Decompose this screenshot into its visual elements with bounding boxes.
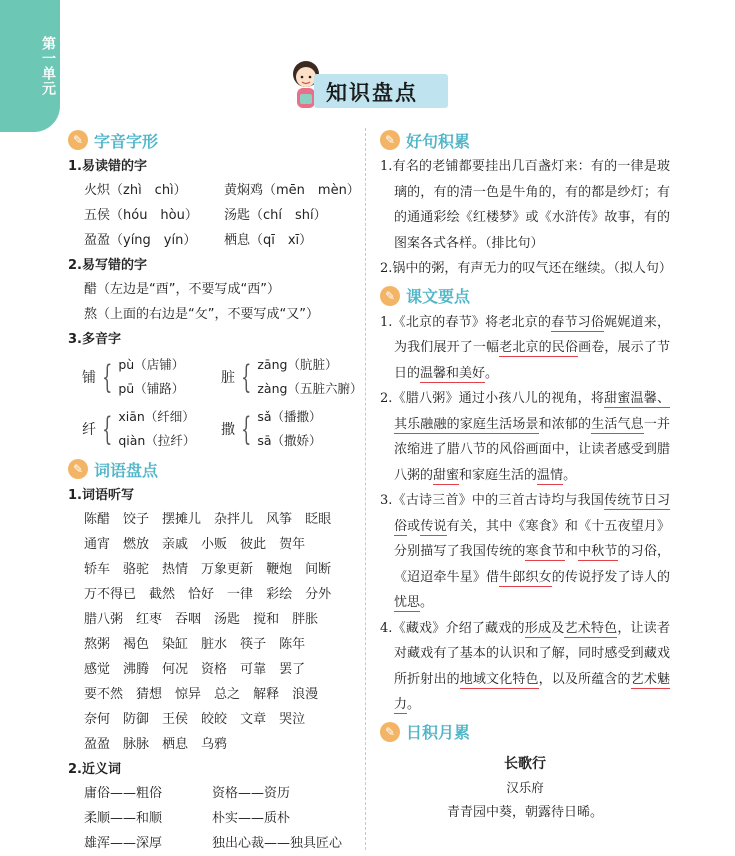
brace: {: [241, 410, 252, 448]
synonym-row: [68, 831, 360, 856]
word: 防御: [123, 712, 150, 727]
word: 万象更新: [201, 562, 254, 577]
word: 解释: [253, 687, 280, 702]
word-row: [68, 607, 360, 632]
word: 通宵: [84, 537, 111, 552]
word: 盈盈: [84, 737, 111, 752]
subheading: 1.词语听写: [68, 488, 134, 503]
word: 熬粥: [84, 637, 111, 652]
word: 杂拌儿: [214, 512, 254, 527]
word: 罢了: [279, 662, 306, 677]
word: 小贩: [201, 537, 228, 552]
word: 陈醋: [84, 512, 111, 527]
reading: xiān（纤细）: [118, 409, 195, 424]
polyphone-item: [82, 403, 221, 455]
poem-title: 长歌行: [504, 755, 546, 772]
word: 热情: [162, 562, 189, 577]
word: 万不得已: [84, 587, 137, 602]
word: 栖息: [162, 737, 189, 752]
word: 一律: [227, 587, 254, 602]
word-pronunciation: 盈盈（yíng yín）: [84, 233, 197, 248]
subheading: 3.多音字: [68, 332, 121, 347]
word: 乌鸦: [201, 737, 228, 752]
polyphone-item: [82, 351, 221, 403]
word-row: [68, 707, 360, 732]
reading: pù（店铺）: [118, 357, 185, 372]
section-title: 好句积累: [406, 131, 471, 151]
page-title: 知识盘点: [326, 81, 418, 105]
pencil-icon: ✎: [68, 130, 88, 150]
section-title: 课文要点: [406, 287, 471, 306]
column-divider: [365, 128, 366, 850]
pencil-icon: ✎: [68, 459, 88, 479]
synonym-pair: 雄浑——深厚: [84, 836, 163, 851]
page-title-banner: [286, 58, 456, 116]
synonym-pair: 庸俗——粗俗: [84, 786, 163, 801]
synonym-pair: 朴实——质朴: [212, 811, 291, 826]
word: 褐色: [123, 637, 150, 652]
reading: zàng（五脏六腑）: [257, 381, 363, 396]
word: 截然: [149, 587, 176, 602]
word: 胖胀: [292, 612, 319, 627]
word: 贺年: [279, 537, 306, 552]
section-header-accumulation: [380, 718, 670, 746]
word-pronunciation: 五侯（hóu hòu）: [84, 208, 198, 223]
polyphone-item: [221, 351, 363, 403]
synonym-pair: 资格——资历: [212, 786, 291, 801]
key-point-item: 4.《藏戏》介绍了藏戏的形成及艺术特色，让读者对藏戏有了基本的认识和了解，同时感受到藏戏所折射出的地域文化特色，以及所蕴含的艺术魅力。: [380, 620, 670, 712]
word-row: [68, 682, 360, 707]
word-row: [68, 532, 360, 557]
word: 燃放: [123, 537, 150, 552]
word-pronunciation: 栖息（qī xī）: [224, 233, 313, 248]
word: 亲戚: [162, 537, 189, 552]
word-row: [68, 732, 360, 757]
word-row: [68, 632, 360, 657]
word: 间断: [305, 562, 332, 577]
unit-label: 第一单元: [40, 36, 56, 96]
polyphone-char: 撒: [221, 422, 235, 438]
polyphone-char: 铺: [82, 370, 96, 386]
word: 感觉: [84, 662, 111, 677]
word-list: [68, 507, 360, 757]
word: 皎皎: [201, 712, 228, 727]
unit-tab: [0, 0, 60, 132]
section-header-key-points: [380, 282, 670, 310]
word: 沸腾: [123, 662, 150, 677]
word: 惊异: [175, 687, 202, 702]
polyphone-row: [68, 403, 360, 455]
word: 摆摊儿: [162, 512, 202, 527]
list-item: [68, 203, 360, 228]
word: 轿车: [84, 562, 111, 577]
word: 浪漫: [292, 687, 319, 702]
reading: sǎ（播撒）: [257, 409, 322, 424]
list-item: 醋（左边是“酉”，不要写成“西”）: [84, 282, 280, 297]
word: 奈何: [84, 712, 111, 727]
word: 搅和: [253, 612, 280, 627]
word: 筷子: [240, 637, 267, 652]
sentence-item: 2.锅中的粥，有声无力的叹气还在继续。（拟人句）: [380, 261, 672, 276]
synonym-pair: 独出心裁——独具匠心: [212, 836, 343, 851]
sentence-item: 1.有名的老铺都要挂出几百盏灯来：有的一律是玻璃的，有的清一色是牛角的，有的都是纱灯；有的通通彩绘《红楼梦》或《水浒传》故事，有的图案各式各样。（排比句）: [380, 159, 670, 251]
reading: sā（撒娇）: [257, 433, 322, 448]
section-header-sentences: [380, 126, 670, 154]
word: 脏水: [201, 637, 228, 652]
section-header-vocabulary: [68, 455, 360, 483]
pencil-icon: ✎: [380, 286, 400, 306]
subheading: 2.易写错的字: [68, 258, 147, 273]
poem-line: 青青园中葵，朝露待日晞。: [446, 804, 603, 820]
word: 脉脉: [123, 737, 150, 752]
reading: pū（铺路）: [118, 381, 185, 396]
brace: {: [102, 358, 113, 396]
word: 鞭炮: [266, 562, 293, 577]
word: 吞咽: [175, 612, 202, 627]
word: 风筝: [266, 512, 293, 527]
key-point-item: 3.《古诗三首》中的三首古诗均与我国传统节日习俗或传说有关，其中《寒食》和《十五夜望月》分别描写了我国传统的寒食节和中秋节的习俗，《迢迢牵牛星》借牛郎织女的传说抒发了诗人的忧思。: [380, 493, 670, 610]
word-row: [68, 507, 360, 532]
section-header-pronunciation: [68, 126, 360, 154]
word: 陈年: [279, 637, 306, 652]
word-pronunciation: 火炽（zhì chì）: [84, 183, 187, 198]
synonym-row: [68, 806, 360, 831]
polyphone-char: 纤: [82, 422, 96, 438]
key-point-item: 1.《北京的春节》将老北京的春节习俗娓娓道来，为我们展开了一幅老北京的民俗画卷，展示了节日的温馨和美好。: [380, 314, 670, 381]
word: 哭泣: [279, 712, 306, 727]
word-pronunciation: 黄焖鸡（mēn mèn）: [224, 183, 360, 198]
brace: {: [102, 410, 113, 448]
word-pronunciation: 汤匙（chí shí）: [224, 208, 327, 223]
word: 王侯: [162, 712, 189, 727]
word: 资格: [201, 662, 228, 677]
word: 要不然: [84, 687, 124, 702]
word: 总之: [214, 687, 241, 702]
polyphone-char: 脏: [221, 370, 235, 386]
word: 汤匙: [214, 612, 241, 627]
reading: qiàn（拉纤）: [118, 433, 196, 448]
section-title: 日积月累: [406, 723, 471, 742]
word: 恰好: [188, 587, 215, 602]
word: 何况: [162, 662, 189, 677]
word-row: [68, 657, 360, 682]
word-row: [68, 557, 360, 582]
word: 饺子: [123, 512, 150, 527]
right-column: [380, 126, 670, 826]
word-row: [68, 582, 360, 607]
word: 彼此: [240, 537, 267, 552]
word: 彩绘: [266, 587, 293, 602]
brace: {: [241, 358, 252, 396]
pencil-icon: ✎: [380, 722, 400, 742]
pencil-icon: ✎: [380, 130, 400, 150]
section-title: 词语盘点: [94, 460, 159, 480]
left-column: [68, 126, 363, 856]
word: 分外: [305, 587, 332, 602]
word: 文章: [240, 712, 267, 727]
polyphone-item: [221, 403, 360, 455]
list-item: 熬（上面的右边是“攵”，不要写成“又”）: [84, 307, 319, 322]
polyphone-row: [68, 351, 363, 403]
word: 染缸: [162, 637, 189, 652]
synonym-pair: 柔顺——和顺: [84, 811, 163, 826]
word: 腊八粥: [84, 612, 124, 627]
section-title: 字音字形: [94, 131, 159, 151]
list-item: [68, 228, 360, 253]
key-point-item: 2.《腊八粥》通过小孩八儿的视角，将甜蜜温馨、其乐融融的家庭生活场景和浓郁的生活气息一并浓缩进了腊八节的风俗画面中，让读者感受到腊八粥的甜蜜和家庭生活的温情。: [380, 391, 670, 483]
word: 骆驼: [123, 562, 150, 577]
word: 猜想: [136, 687, 163, 702]
poem-author: 汉乐府: [506, 779, 544, 795]
synonym-list: [68, 781, 360, 856]
synonym-row: [68, 781, 360, 806]
subheading: 1.易读错的字: [68, 159, 147, 174]
word: 可靠: [240, 662, 267, 677]
list-item: [68, 178, 360, 203]
word: 眨眼: [305, 512, 332, 527]
word: 红枣: [136, 612, 163, 627]
subheading: 2.近义词: [68, 762, 121, 777]
reading: zāng（肮脏）: [257, 357, 338, 372]
